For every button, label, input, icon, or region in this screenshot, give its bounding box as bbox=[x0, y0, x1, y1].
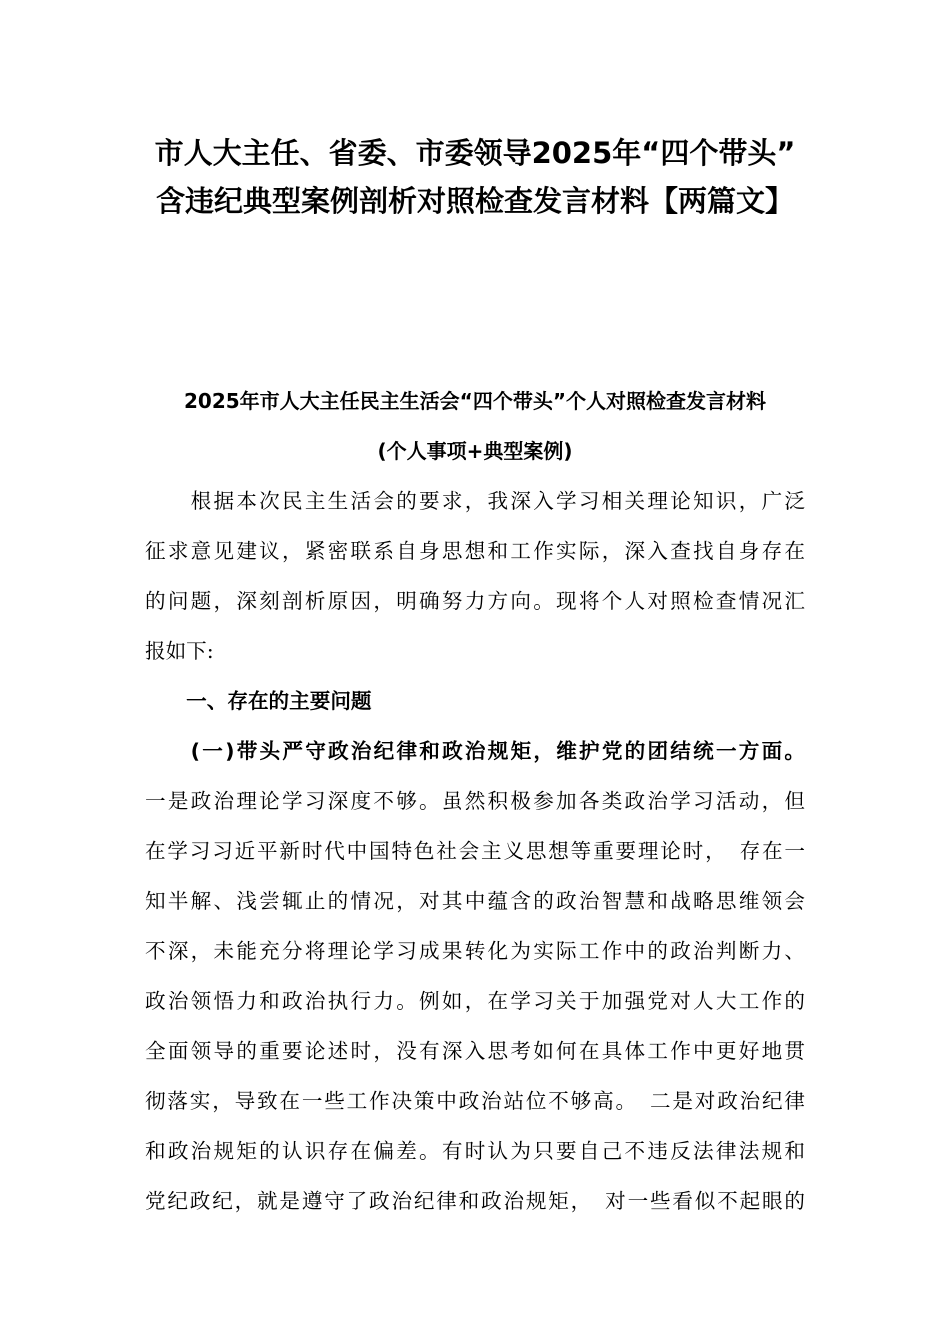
document-title-line-2: 含违纪典型案例剖析对照检查发言材料【两篇文】 bbox=[155, 184, 794, 218]
paragraph-line: 一是政治理论学习深度不够。虽然积极参加各类政治学习活动，但 bbox=[145, 789, 805, 813]
paragraph-line: 在学习习近平新时代中国特色社会主义思想等重要理论时， 存在一 bbox=[145, 839, 805, 863]
paragraph-line: 和政治规矩的认识存在偏差。有时认为只要自己不违反法律法规和 bbox=[145, 1139, 805, 1163]
section-heading: 一、存在的主要问题 bbox=[145, 689, 372, 713]
paragraph-line: 的问题，深刻剖析原因，明确努力方向。现将个人对照检查情况汇 bbox=[145, 589, 805, 613]
document-title-line-1: 市人大主任、省委、市委领导2025年“四个带头” bbox=[154, 136, 796, 170]
section-title-line-2: (个人事项+典型案例) bbox=[377, 439, 573, 463]
subsection-heading: (一)带头严守政治纪律和政治规矩，维护党的团结统一方面。 bbox=[145, 739, 805, 763]
paragraph-line: 报如下: bbox=[145, 639, 214, 663]
paragraph-line: 政治领悟力和政治执行力。例如，在学习关于加强党对人大工作的 bbox=[145, 989, 805, 1013]
paragraph-line: 不深，未能充分将理论学习成果转化为实际工作中的政治判断力、 bbox=[145, 939, 805, 963]
paragraph-line: 根据本次民主生活会的要求，我深入学习相关理论知识，广泛 bbox=[145, 489, 805, 513]
section-title-line-1: 2025年市人大主任民主生活会“四个带头”个人对照检查发言材料 bbox=[184, 389, 766, 413]
paragraph-line: 党纪政纪，就是遵守了政治纪律和政治规矩， 对一些看似不起眼的 bbox=[145, 1189, 805, 1213]
paragraph-line: 彻落实，导致在一些工作决策中政治站位不够高。 二是对政治纪律 bbox=[145, 1089, 805, 1113]
paragraph-line: 全面领导的重要论述时，没有深入思考如何在具体工作中更好地贯 bbox=[145, 1039, 805, 1063]
paragraph-line: 知半解、浅尝辄止的情况，对其中蕴含的政治智慧和战略思维领会 bbox=[145, 889, 805, 913]
paragraph-line: 征求意见建议，紧密联系自身思想和工作实际，深入查找自身存在 bbox=[145, 539, 805, 563]
